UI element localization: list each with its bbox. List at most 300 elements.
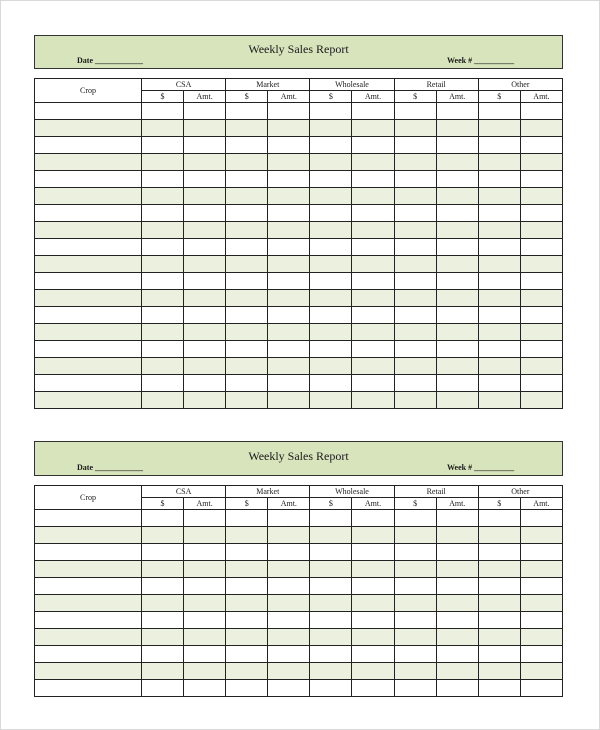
dollar-cell[interactable] <box>394 527 436 544</box>
crop-cell[interactable] <box>35 222 142 239</box>
crop-cell[interactable] <box>35 256 142 273</box>
dollar-cell[interactable] <box>310 256 352 273</box>
amount-cell[interactable] <box>268 103 310 120</box>
dollar-cell[interactable] <box>226 154 268 171</box>
amount-cell[interactable] <box>268 205 310 222</box>
crop-cell[interactable] <box>35 307 142 324</box>
dollar-cell[interactable] <box>310 307 352 324</box>
dollar-cell[interactable] <box>142 307 184 324</box>
dollar-cell[interactable] <box>478 510 520 527</box>
amount-cell[interactable] <box>268 544 310 561</box>
dollar-cell[interactable] <box>310 239 352 256</box>
amount-cell[interactable] <box>268 154 310 171</box>
dollar-cell[interactable] <box>478 120 520 137</box>
amount-cell[interactable] <box>436 137 478 154</box>
amount-cell[interactable] <box>520 510 562 527</box>
dollar-cell[interactable] <box>394 120 436 137</box>
amount-cell[interactable] <box>352 154 394 171</box>
dollar-cell[interactable] <box>478 188 520 205</box>
amount-cell[interactable] <box>268 239 310 256</box>
crop-cell[interactable] <box>35 205 142 222</box>
dollar-cell[interactable] <box>310 375 352 392</box>
dollar-cell[interactable] <box>226 561 268 578</box>
dollar-cell[interactable] <box>478 392 520 409</box>
dollar-cell[interactable] <box>478 680 520 697</box>
dollar-cell[interactable] <box>394 561 436 578</box>
amount-cell[interactable] <box>436 595 478 612</box>
dollar-cell[interactable] <box>142 544 184 561</box>
dollar-cell[interactable] <box>310 290 352 307</box>
amount-cell[interactable] <box>184 612 226 629</box>
dollar-cell[interactable] <box>310 612 352 629</box>
amount-cell[interactable] <box>268 120 310 137</box>
amount-cell[interactable] <box>436 680 478 697</box>
dollar-cell[interactable] <box>310 544 352 561</box>
dollar-cell[interactable] <box>310 527 352 544</box>
dollar-cell[interactable] <box>310 663 352 680</box>
crop-cell[interactable] <box>35 680 142 697</box>
crop-cell[interactable] <box>35 561 142 578</box>
dollar-cell[interactable] <box>394 680 436 697</box>
crop-cell[interactable] <box>35 663 142 680</box>
crop-cell[interactable] <box>35 595 142 612</box>
crop-cell[interactable] <box>35 510 142 527</box>
amount-cell[interactable] <box>436 188 478 205</box>
amount-cell[interactable] <box>184 273 226 290</box>
dollar-cell[interactable] <box>394 358 436 375</box>
amount-cell[interactable] <box>184 171 226 188</box>
amount-cell[interactable] <box>436 341 478 358</box>
crop-cell[interactable] <box>35 544 142 561</box>
dollar-cell[interactable] <box>226 222 268 239</box>
amount-cell[interactable] <box>352 205 394 222</box>
amount-cell[interactable] <box>352 680 394 697</box>
amount-cell[interactable] <box>184 561 226 578</box>
dollar-cell[interactable] <box>394 629 436 646</box>
amount-cell[interactable] <box>520 578 562 595</box>
amount-cell[interactable] <box>268 527 310 544</box>
amount-cell[interactable] <box>436 578 478 595</box>
amount-cell[interactable] <box>436 171 478 188</box>
amount-cell[interactable] <box>436 120 478 137</box>
dollar-cell[interactable] <box>394 205 436 222</box>
dollar-cell[interactable] <box>226 612 268 629</box>
amount-cell[interactable] <box>352 222 394 239</box>
dollar-cell[interactable] <box>226 103 268 120</box>
amount-cell[interactable] <box>352 290 394 307</box>
amount-cell[interactable] <box>184 358 226 375</box>
dollar-cell[interactable] <box>142 578 184 595</box>
dollar-cell[interactable] <box>226 629 268 646</box>
amount-cell[interactable] <box>520 154 562 171</box>
amount-cell[interactable] <box>352 120 394 137</box>
amount-cell[interactable] <box>268 510 310 527</box>
dollar-cell[interactable] <box>226 290 268 307</box>
amount-cell[interactable] <box>520 307 562 324</box>
dollar-cell[interactable] <box>226 375 268 392</box>
dollar-cell[interactable] <box>394 171 436 188</box>
amount-cell[interactable] <box>268 375 310 392</box>
dollar-cell[interactable] <box>310 171 352 188</box>
amount-cell[interactable] <box>184 680 226 697</box>
dollar-cell[interactable] <box>226 205 268 222</box>
crop-cell[interactable] <box>35 154 142 171</box>
amount-cell[interactable] <box>436 646 478 663</box>
crop-cell[interactable] <box>35 527 142 544</box>
amount-cell[interactable] <box>520 188 562 205</box>
amount-cell[interactable] <box>184 256 226 273</box>
dollar-cell[interactable] <box>394 578 436 595</box>
crop-cell[interactable] <box>35 120 142 137</box>
dollar-cell[interactable] <box>394 663 436 680</box>
amount-cell[interactable] <box>520 612 562 629</box>
amount-cell[interactable] <box>184 222 226 239</box>
dollar-cell[interactable] <box>142 324 184 341</box>
dollar-cell[interactable] <box>142 205 184 222</box>
dollar-cell[interactable] <box>394 154 436 171</box>
dollar-cell[interactable] <box>478 137 520 154</box>
amount-cell[interactable] <box>520 544 562 561</box>
dollar-cell[interactable] <box>310 578 352 595</box>
dollar-cell[interactable] <box>478 612 520 629</box>
dollar-cell[interactable] <box>310 629 352 646</box>
amount-cell[interactable] <box>352 595 394 612</box>
dollar-cell[interactable] <box>394 137 436 154</box>
dollar-cell[interactable] <box>226 324 268 341</box>
crop-cell[interactable] <box>35 273 142 290</box>
dollar-cell[interactable] <box>226 578 268 595</box>
dollar-cell[interactable] <box>478 629 520 646</box>
dollar-cell[interactable] <box>394 239 436 256</box>
amount-cell[interactable] <box>352 324 394 341</box>
amount-cell[interactable] <box>520 527 562 544</box>
amount-cell[interactable] <box>520 629 562 646</box>
dollar-cell[interactable] <box>310 341 352 358</box>
amount-cell[interactable] <box>184 629 226 646</box>
dollar-cell[interactable] <box>394 103 436 120</box>
amount-cell[interactable] <box>520 358 562 375</box>
amount-cell[interactable] <box>268 663 310 680</box>
amount-cell[interactable] <box>352 256 394 273</box>
dollar-cell[interactable] <box>394 646 436 663</box>
amount-cell[interactable] <box>520 137 562 154</box>
dollar-cell[interactable] <box>226 680 268 697</box>
dollar-cell[interactable] <box>310 510 352 527</box>
dollar-cell[interactable] <box>142 120 184 137</box>
dollar-cell[interactable] <box>226 120 268 137</box>
dollar-cell[interactable] <box>226 256 268 273</box>
dollar-cell[interactable] <box>142 273 184 290</box>
amount-cell[interactable] <box>184 527 226 544</box>
dollar-cell[interactable] <box>142 171 184 188</box>
dollar-cell[interactable] <box>310 324 352 341</box>
dollar-cell[interactable] <box>142 358 184 375</box>
dollar-cell[interactable] <box>226 188 268 205</box>
amount-cell[interactable] <box>436 324 478 341</box>
amount-cell[interactable] <box>352 578 394 595</box>
amount-cell[interactable] <box>268 561 310 578</box>
amount-cell[interactable] <box>436 629 478 646</box>
dollar-cell[interactable] <box>478 578 520 595</box>
amount-cell[interactable] <box>520 680 562 697</box>
dollar-cell[interactable] <box>142 527 184 544</box>
amount-cell[interactable] <box>352 137 394 154</box>
week-field[interactable]: Week # __________ <box>447 463 515 472</box>
dollar-cell[interactable] <box>226 527 268 544</box>
dollar-cell[interactable] <box>394 188 436 205</box>
amount-cell[interactable] <box>352 663 394 680</box>
amount-cell[interactable] <box>436 358 478 375</box>
dollar-cell[interactable] <box>478 205 520 222</box>
amount-cell[interactable] <box>520 205 562 222</box>
dollar-cell[interactable] <box>310 392 352 409</box>
dollar-cell[interactable] <box>478 358 520 375</box>
amount-cell[interactable] <box>520 341 562 358</box>
dollar-cell[interactable] <box>226 544 268 561</box>
dollar-cell[interactable] <box>478 290 520 307</box>
amount-cell[interactable] <box>184 137 226 154</box>
dollar-cell[interactable] <box>142 154 184 171</box>
dollar-cell[interactable] <box>142 222 184 239</box>
crop-cell[interactable] <box>35 646 142 663</box>
amount-cell[interactable] <box>436 273 478 290</box>
crop-cell[interactable] <box>35 290 142 307</box>
dollar-cell[interactable] <box>478 256 520 273</box>
crop-cell[interactable] <box>35 375 142 392</box>
amount-cell[interactable] <box>352 188 394 205</box>
dollar-cell[interactable] <box>226 595 268 612</box>
dollar-cell[interactable] <box>142 510 184 527</box>
week-field[interactable]: Week # __________ <box>447 56 515 65</box>
amount-cell[interactable] <box>520 103 562 120</box>
crop-cell[interactable] <box>35 239 142 256</box>
amount-cell[interactable] <box>184 205 226 222</box>
dollar-cell[interactable] <box>226 273 268 290</box>
crop-cell[interactable] <box>35 188 142 205</box>
amount-cell[interactable] <box>184 239 226 256</box>
amount-cell[interactable] <box>268 612 310 629</box>
dollar-cell[interactable] <box>394 392 436 409</box>
dollar-cell[interactable] <box>394 341 436 358</box>
dollar-cell[interactable] <box>310 358 352 375</box>
amount-cell[interactable] <box>436 392 478 409</box>
dollar-cell[interactable] <box>142 612 184 629</box>
dollar-cell[interactable] <box>394 544 436 561</box>
crop-cell[interactable] <box>35 103 142 120</box>
dollar-cell[interactable] <box>310 561 352 578</box>
amount-cell[interactable] <box>184 307 226 324</box>
amount-cell[interactable] <box>184 595 226 612</box>
amount-cell[interactable] <box>436 663 478 680</box>
amount-cell[interactable] <box>520 561 562 578</box>
amount-cell[interactable] <box>352 527 394 544</box>
dollar-cell[interactable] <box>310 188 352 205</box>
dollar-cell[interactable] <box>226 358 268 375</box>
dollar-cell[interactable] <box>226 137 268 154</box>
amount-cell[interactable] <box>268 578 310 595</box>
dollar-cell[interactable] <box>310 103 352 120</box>
amount-cell[interactable] <box>268 341 310 358</box>
dollar-cell[interactable] <box>478 239 520 256</box>
amount-cell[interactable] <box>352 273 394 290</box>
crop-cell[interactable] <box>35 392 142 409</box>
amount-cell[interactable] <box>268 171 310 188</box>
amount-cell[interactable] <box>184 188 226 205</box>
amount-cell[interactable] <box>352 510 394 527</box>
dollar-cell[interactable] <box>478 324 520 341</box>
dollar-cell[interactable] <box>478 663 520 680</box>
amount-cell[interactable] <box>268 629 310 646</box>
amount-cell[interactable] <box>268 307 310 324</box>
amount-cell[interactable] <box>436 239 478 256</box>
amount-cell[interactable] <box>268 358 310 375</box>
dollar-cell[interactable] <box>226 307 268 324</box>
amount-cell[interactable] <box>268 137 310 154</box>
amount-cell[interactable] <box>268 646 310 663</box>
amount-cell[interactable] <box>520 392 562 409</box>
amount-cell[interactable] <box>184 290 226 307</box>
dollar-cell[interactable] <box>478 307 520 324</box>
dollar-cell[interactable] <box>394 256 436 273</box>
dollar-cell[interactable] <box>478 544 520 561</box>
amount-cell[interactable] <box>352 646 394 663</box>
amount-cell[interactable] <box>184 324 226 341</box>
amount-cell[interactable] <box>184 341 226 358</box>
dollar-cell[interactable] <box>394 510 436 527</box>
amount-cell[interactable] <box>268 273 310 290</box>
dollar-cell[interactable] <box>142 375 184 392</box>
dollar-cell[interactable] <box>310 137 352 154</box>
amount-cell[interactable] <box>352 239 394 256</box>
crop-cell[interactable] <box>35 171 142 188</box>
dollar-cell[interactable] <box>394 273 436 290</box>
amount-cell[interactable] <box>184 510 226 527</box>
amount-cell[interactable] <box>436 290 478 307</box>
dollar-cell[interactable] <box>142 103 184 120</box>
dollar-cell[interactable] <box>394 222 436 239</box>
amount-cell[interactable] <box>436 612 478 629</box>
dollar-cell[interactable] <box>394 290 436 307</box>
amount-cell[interactable] <box>268 324 310 341</box>
dollar-cell[interactable] <box>310 646 352 663</box>
amount-cell[interactable] <box>352 307 394 324</box>
dollar-cell[interactable] <box>478 341 520 358</box>
amount-cell[interactable] <box>184 544 226 561</box>
dollar-cell[interactable] <box>226 392 268 409</box>
amount-cell[interactable] <box>352 375 394 392</box>
amount-cell[interactable] <box>436 527 478 544</box>
date-field[interactable]: Date ____________ <box>77 463 143 472</box>
amount-cell[interactable] <box>520 222 562 239</box>
dollar-cell[interactable] <box>142 561 184 578</box>
dollar-cell[interactable] <box>310 205 352 222</box>
dollar-cell[interactable] <box>310 595 352 612</box>
amount-cell[interactable] <box>352 629 394 646</box>
dollar-cell[interactable] <box>478 595 520 612</box>
amount-cell[interactable] <box>436 205 478 222</box>
dollar-cell[interactable] <box>142 663 184 680</box>
amount-cell[interactable] <box>268 680 310 697</box>
dollar-cell[interactable] <box>142 239 184 256</box>
amount-cell[interactable] <box>520 256 562 273</box>
dollar-cell[interactable] <box>310 222 352 239</box>
amount-cell[interactable] <box>520 120 562 137</box>
dollar-cell[interactable] <box>142 341 184 358</box>
crop-cell[interactable] <box>35 341 142 358</box>
dollar-cell[interactable] <box>310 680 352 697</box>
dollar-cell[interactable] <box>478 375 520 392</box>
amount-cell[interactable] <box>268 256 310 273</box>
crop-cell[interactable] <box>35 578 142 595</box>
amount-cell[interactable] <box>184 578 226 595</box>
crop-cell[interactable] <box>35 324 142 341</box>
dollar-cell[interactable] <box>478 646 520 663</box>
crop-cell[interactable] <box>35 358 142 375</box>
amount-cell[interactable] <box>184 154 226 171</box>
dollar-cell[interactable] <box>394 375 436 392</box>
amount-cell[interactable] <box>184 392 226 409</box>
amount-cell[interactable] <box>352 392 394 409</box>
amount-cell[interactable] <box>352 612 394 629</box>
dollar-cell[interactable] <box>142 256 184 273</box>
dollar-cell[interactable] <box>142 629 184 646</box>
dollar-cell[interactable] <box>142 188 184 205</box>
amount-cell[interactable] <box>520 171 562 188</box>
amount-cell[interactable] <box>436 307 478 324</box>
dollar-cell[interactable] <box>226 341 268 358</box>
amount-cell[interactable] <box>436 510 478 527</box>
amount-cell[interactable] <box>520 239 562 256</box>
amount-cell[interactable] <box>352 544 394 561</box>
dollar-cell[interactable] <box>478 171 520 188</box>
dollar-cell[interactable] <box>394 595 436 612</box>
dollar-cell[interactable] <box>394 612 436 629</box>
dollar-cell[interactable] <box>478 273 520 290</box>
dollar-cell[interactable] <box>226 171 268 188</box>
dollar-cell[interactable] <box>394 307 436 324</box>
dollar-cell[interactable] <box>226 510 268 527</box>
amount-cell[interactable] <box>352 561 394 578</box>
dollar-cell[interactable] <box>478 561 520 578</box>
dollar-cell[interactable] <box>226 239 268 256</box>
dollar-cell[interactable] <box>394 324 436 341</box>
amount-cell[interactable] <box>436 544 478 561</box>
amount-cell[interactable] <box>352 171 394 188</box>
date-field[interactable]: Date ____________ <box>77 56 143 65</box>
amount-cell[interactable] <box>520 290 562 307</box>
amount-cell[interactable] <box>268 290 310 307</box>
amount-cell[interactable] <box>520 646 562 663</box>
crop-cell[interactable] <box>35 137 142 154</box>
dollar-cell[interactable] <box>226 663 268 680</box>
dollar-cell[interactable] <box>310 273 352 290</box>
amount-cell[interactable] <box>436 222 478 239</box>
amount-cell[interactable] <box>436 256 478 273</box>
dollar-cell[interactable] <box>478 222 520 239</box>
amount-cell[interactable] <box>352 103 394 120</box>
crop-cell[interactable] <box>35 612 142 629</box>
amount-cell[interactable] <box>436 103 478 120</box>
amount-cell[interactable] <box>520 324 562 341</box>
amount-cell[interactable] <box>184 646 226 663</box>
dollar-cell[interactable] <box>142 392 184 409</box>
amount-cell[interactable] <box>520 595 562 612</box>
dollar-cell[interactable] <box>142 137 184 154</box>
amount-cell[interactable] <box>352 358 394 375</box>
dollar-cell[interactable] <box>226 646 268 663</box>
amount-cell[interactable] <box>268 595 310 612</box>
amount-cell[interactable] <box>520 273 562 290</box>
